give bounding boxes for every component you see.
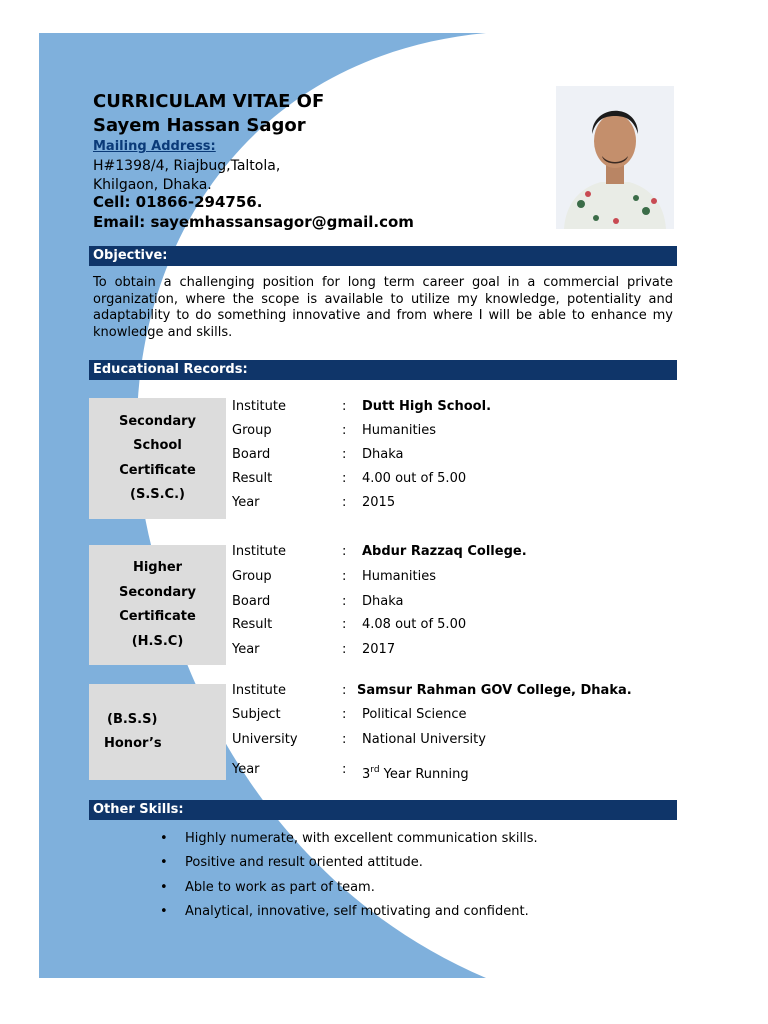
skill-text: Highly numerate, with excellent communication skills. bbox=[185, 831, 538, 846]
row-label: Institute bbox=[232, 544, 286, 559]
year-rest: Year Running bbox=[379, 767, 469, 782]
row-label: Subject bbox=[232, 707, 281, 722]
row-label: Year bbox=[232, 495, 260, 510]
hsc-box-line: Secondary bbox=[118, 584, 197, 600]
year-number: 3 bbox=[362, 767, 371, 782]
row-colon: : bbox=[342, 617, 347, 632]
row-value: Abdur Razzaq College. bbox=[362, 544, 527, 559]
ssc-box-line: Secondary bbox=[118, 413, 197, 429]
mailing-address-label: Mailing Address: bbox=[93, 139, 216, 154]
row-label: Board bbox=[232, 594, 271, 609]
bss-box-line: Honor’s bbox=[104, 736, 162, 751]
profile-photo bbox=[556, 86, 674, 229]
hsc-box-line: Certificate bbox=[119, 609, 196, 624]
row-colon: : bbox=[342, 569, 347, 584]
skill-text: Able to work as part of team. bbox=[185, 879, 375, 895]
row-colon: : bbox=[342, 447, 347, 462]
year-ordinal: rd bbox=[370, 765, 380, 775]
ssc-box bbox=[89, 398, 226, 519]
list-item bbox=[160, 851, 538, 875]
bullet-icon: • bbox=[160, 903, 168, 919]
row-value: Dhaka bbox=[362, 447, 404, 462]
skill-text: Analytical, innovative, self motivating and confident. bbox=[185, 903, 529, 919]
email-address: Email: sayemhassansagor@gmail.com bbox=[93, 213, 414, 231]
row-colon: : bbox=[342, 594, 347, 609]
row-value: 2015 bbox=[362, 495, 396, 510]
mailing-address bbox=[93, 157, 280, 195]
objective-heading: Objective: bbox=[89, 246, 677, 266]
row-colon: : bbox=[342, 471, 347, 486]
cell-number: Cell: 01866-294756. bbox=[93, 193, 263, 211]
bullet-icon: • bbox=[160, 855, 168, 871]
objective-text: To obtain a challenging position for long term career goal in a commercial private organization, where the scope is available to utilize my knowledge, potentiality and adaptability to do something innovative and from where I will be able to enhance my knowledge and skills. bbox=[93, 275, 673, 340]
row-value: Samsur Rahman GOV College, Dhaka. bbox=[357, 683, 632, 698]
row-value: 2017 bbox=[362, 642, 396, 657]
row-colon: : bbox=[342, 707, 347, 722]
row-value: 4.00 out of 5.00 bbox=[362, 471, 467, 486]
list-item bbox=[160, 900, 538, 924]
ssc-box-line: School bbox=[133, 438, 182, 453]
row-colon: : bbox=[342, 544, 347, 559]
row-label: Group bbox=[232, 423, 272, 438]
row-label: Year bbox=[232, 642, 260, 657]
row-colon: : bbox=[342, 399, 347, 414]
row-value: Political Science bbox=[362, 707, 467, 722]
bss-box-line: (B.S.S) bbox=[107, 711, 158, 727]
row-label: Institute bbox=[232, 683, 286, 698]
ssc-box-line: (S.S.C.) bbox=[130, 487, 185, 502]
list-item bbox=[160, 827, 538, 851]
row-colon: : bbox=[342, 495, 347, 510]
row-colon: : bbox=[342, 732, 347, 747]
bss-box bbox=[89, 684, 226, 780]
hsc-box-line: Higher bbox=[132, 560, 183, 575]
row-colon: : bbox=[342, 762, 347, 777]
bullet-icon: • bbox=[160, 831, 168, 846]
row-colon: : bbox=[342, 423, 347, 438]
row-label: Group bbox=[232, 569, 272, 584]
address-line-1: H#1398/4, Riajbug,Taltola, bbox=[93, 158, 281, 174]
row-label: Result bbox=[232, 471, 273, 486]
hsc-box bbox=[89, 545, 226, 665]
row-label: Result bbox=[232, 617, 273, 632]
row-label: University bbox=[232, 732, 298, 747]
ssc-box-line: Certificate bbox=[119, 462, 196, 478]
list-item bbox=[160, 876, 538, 900]
skills-heading: Other Skills: bbox=[89, 800, 677, 820]
row-value: Humanities bbox=[362, 423, 436, 438]
cv-title: CURRICULAM VITAE OF bbox=[93, 91, 325, 112]
hsc-box-line: (H.S.C) bbox=[131, 633, 184, 649]
candidate-name: Sayem Hassan Sagor bbox=[93, 115, 306, 136]
row-value: Dutt High School. bbox=[362, 399, 492, 414]
address-line-2: Khilgaon, Dhaka. bbox=[93, 177, 212, 193]
row-value bbox=[362, 762, 469, 783]
skills-list bbox=[160, 827, 538, 924]
row-label: Board bbox=[232, 447, 271, 462]
skill-text: Positive and result oriented attitude. bbox=[185, 855, 423, 871]
row-value: Dhaka bbox=[362, 594, 404, 609]
row-value: Humanities bbox=[362, 569, 436, 584]
row-colon: : bbox=[342, 642, 347, 657]
row-label: Year bbox=[232, 762, 260, 777]
row-colon: : bbox=[342, 683, 347, 698]
bullet-icon: • bbox=[160, 879, 168, 895]
row-value: National University bbox=[362, 732, 486, 747]
row-label: Institute bbox=[232, 399, 286, 414]
education-heading: Educational Records: bbox=[89, 360, 677, 380]
row-value: 4.08 out of 5.00 bbox=[362, 617, 467, 632]
